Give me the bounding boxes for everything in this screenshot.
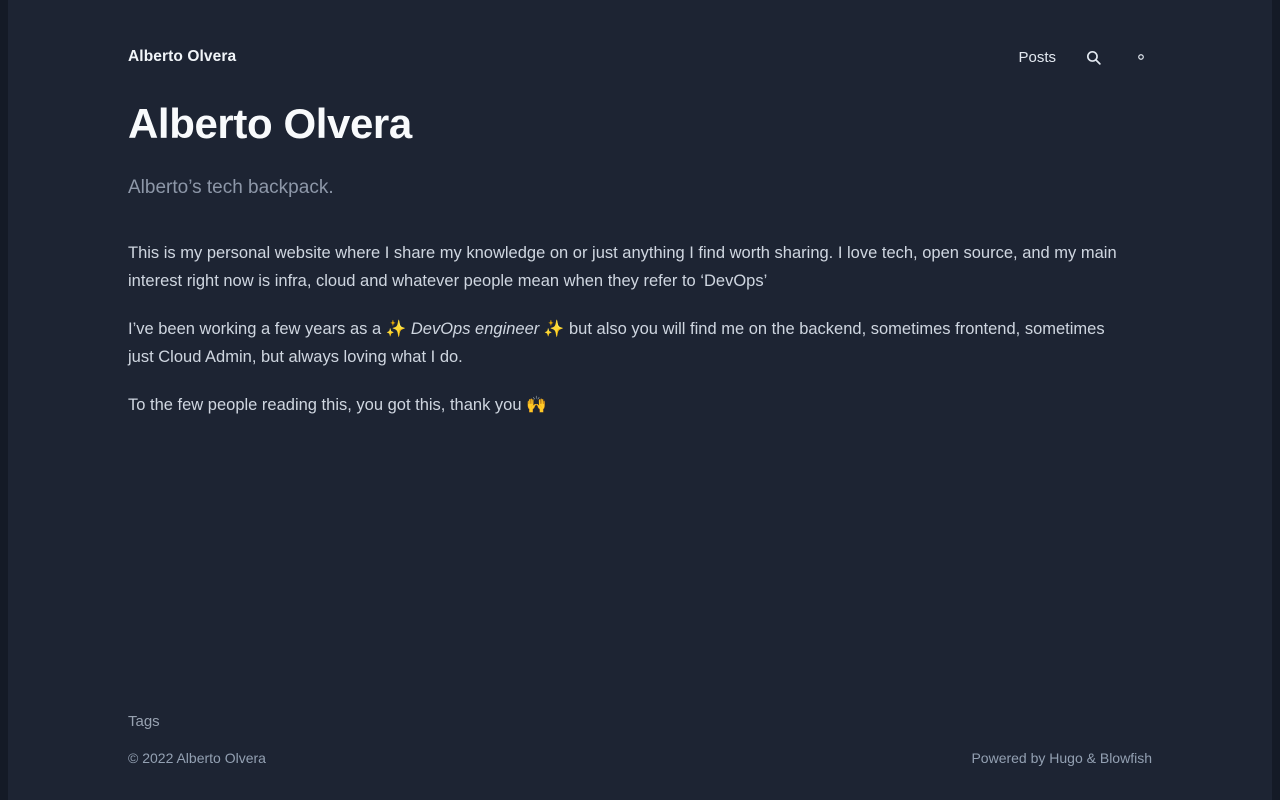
gear-icon[interactable] <box>1130 46 1152 68</box>
page-title: Alberto Olvera <box>128 100 412 147</box>
footer-bottom <box>128 750 1152 766</box>
intro-paragraph: This is my personal website where I share my knowledge on or just anything I find worth sharing. I love tech, open source, and my main interest right now is infra, cloud and whatever people mean when they refer to ‘DevOps’ <box>128 244 1117 291</box>
tags-row <box>128 713 1152 730</box>
closing-paragraph: To the few people reading this, you got this, thank you 🙌 <box>128 396 547 415</box>
site-header <box>128 0 1152 96</box>
body-copy <box>128 239 1152 419</box>
search-icon[interactable] <box>1082 46 1104 68</box>
page-subtitle: Alberto’s tech backpack. <box>128 177 334 199</box>
role-paragraph-after: ✨ but also you will find me on the backend, sometimes frontend, sometimes just Cloud Admin, but always loving what I do. <box>128 320 1105 367</box>
role-paragraph <box>128 315 1128 371</box>
site-footer <box>128 713 1152 766</box>
role-paragraph-before: I’ve been working a few years as a ✨ <box>128 320 411 339</box>
site-brand-link[interactable]: Alberto Olvera <box>128 48 237 65</box>
main-nav <box>1018 46 1152 68</box>
role-emphasis: DevOps engineer <box>410 320 540 339</box>
nav-link-posts[interactable]: Posts <box>1018 48 1056 66</box>
copyright-text: © 2022 Alberto Olvera <box>128 750 266 766</box>
main-content <box>128 96 1152 419</box>
powered-by-link[interactable]: Powered by Hugo & Blowfish <box>971 750 1152 766</box>
tags-link[interactable]: Tags <box>128 713 160 730</box>
